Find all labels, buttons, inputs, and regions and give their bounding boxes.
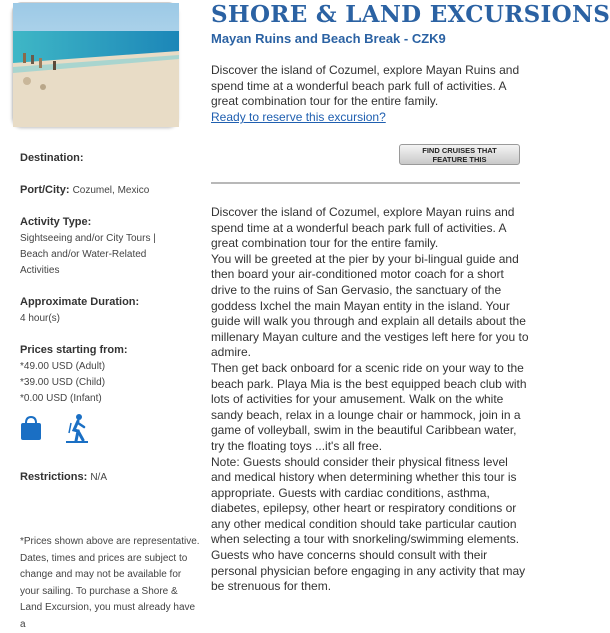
- find-cruises-button[interactable]: [399, 144, 520, 165]
- port-city-value: Cozumel, Mexico: [72, 185, 150, 196]
- price-adult: *49.00 USD (Adult): [20, 361, 106, 372]
- find-cruises-line2: FEATURE THIS: [432, 154, 487, 164]
- description-paragraph: Then get back onboard for a scenic ride on your way to the beach park. Playa Mia is the best equipped beach club with lots of activities for your amusement. Walk on the white sandy beach, relax in a lounge chair or hammock, join in a game of volleyball, swim in the beautiful Caribbean water, try the floating toys ...it's all free.: [211, 360, 527, 453]
- prices-label: Prices starting from:: [20, 344, 128, 356]
- activity-line: Beach and/or Water-Related: [20, 249, 147, 260]
- prices-list: [20, 359, 105, 407]
- details-sidebar: [0, 0, 200, 631]
- shopping-bag-icon[interactable]: [20, 415, 42, 441]
- activity-type-label: Activity Type:: [20, 216, 92, 228]
- excursion-subtitle: Mayan Ruins and Beach Break - CZK9: [211, 31, 446, 46]
- excursion-description: [211, 205, 529, 595]
- restrictions-label: Restrictions:: [20, 471, 88, 483]
- description-paragraph: Note: Guests should consider their physical fitness level and medical history when determining whether this tour is appropriate. Guests with cardiac conditions, asthma, diabetes, epilepsy, other heart or respiratory conditions or any other medical condition should take particular caution when selecting a tour with snorkeling/swimming elements. Guests who have concerns should consult with their personal physician before engaging in any activity that may be strenuous for them.: [211, 454, 526, 594]
- walking-person-icon[interactable]: [66, 413, 88, 443]
- activity-type-value: [20, 231, 156, 279]
- activity-line: Activities: [20, 265, 60, 276]
- page-title: SHORE & LAND EXCURSIONS: [211, 1, 610, 28]
- price-disclaimer: *Prices shown above are representative. Dates, times and prices are subject to change and may not be available for your sailing. To purchase a Shore & Land Excursion, you must already have a: [20, 536, 200, 630]
- description-paragraph: You will be greeted at the pier by your bi-lingual guide and then board your air-conditioned motor coach for a short drive to the ruins of San Gervasio, the sanctuary of the goddess Ixchel the main Mayan entity in the island. Your guide will walk you through and explain all details about the millenary Mayan culture and the vestiges left here for you to admire.: [211, 251, 529, 360]
- price-child: *39.00 USD (Child): [20, 377, 106, 388]
- restrictions-value: N/A: [90, 472, 107, 483]
- section-divider: [211, 182, 520, 184]
- reserve-link[interactable]: Ready to reserve this excursion?: [211, 110, 386, 124]
- destination-label: Destination:: [20, 152, 84, 164]
- beach-photo: [12, 2, 178, 126]
- port-city-row: [20, 184, 149, 196]
- duration-label: Approximate Duration:: [20, 296, 140, 308]
- find-cruises-line1: FIND CRUISES THAT: [422, 146, 497, 155]
- port-city-label: Port/City:: [20, 184, 70, 196]
- intro-text: Discover the island of Cozumel, explore Mayan Ruins and spend time at a wonderful beach park full of activities. A great combination tour for the entire family.: [211, 63, 520, 108]
- activity-line: Sightseeing and/or City Tours |: [20, 233, 156, 244]
- price-infant: *0.00 USD (Infant): [20, 393, 102, 404]
- description-paragraph: Discover the island of Cozumel, explore Mayan ruins and spend time at a wonderful beach park full of activities. A great combination tour for the entire family.: [211, 205, 515, 251]
- duration-value: 4 hour(s): [20, 313, 61, 324]
- restrictions-row: [20, 471, 107, 483]
